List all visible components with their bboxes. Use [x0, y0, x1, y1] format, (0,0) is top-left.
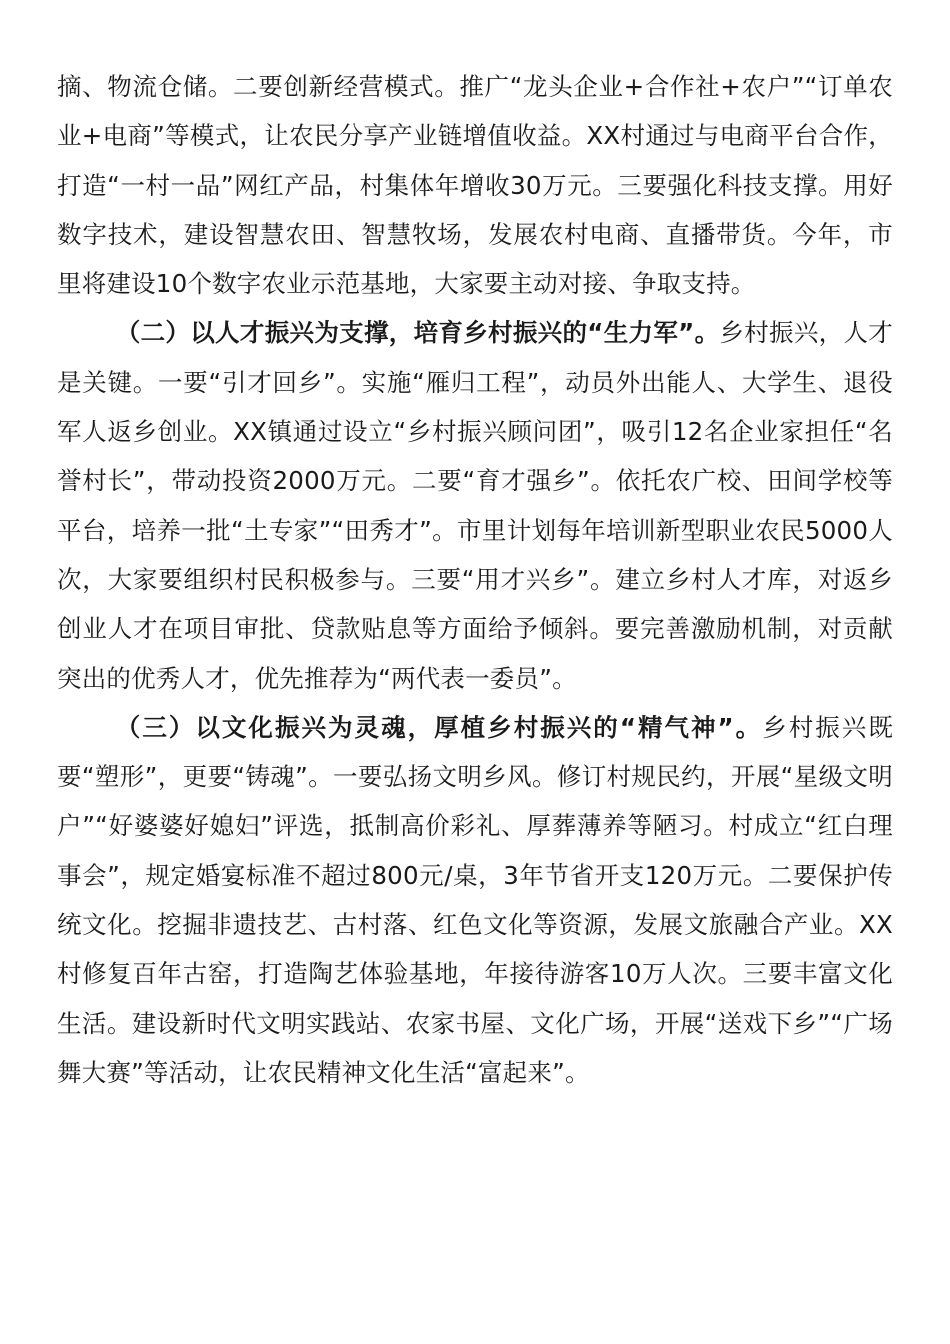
document-body: [57, 62, 893, 1097]
paragraph-culture: [57, 703, 893, 1097]
section-heading-talent: （二）以人才振兴为支撑，培育乡村振兴的“生力军”。: [115, 318, 720, 348]
paragraph-body: 摘、物流仓储。二要创新经营模式。推广“龙头企业+合作社+农户”“订单农业+电商”等模式，让农民分享产业链增值收益。XX村通过与电商平台合作，打造“一村一品”网红产品，村集体年增收30万元。三要强化科技支撑。用好数字技术，建设智慧农田、智慧牧场，发展农村电商、直播带货。今年，市里将建设10个数字农业示范基地，大家要主动对接、争取支持。: [57, 72, 893, 299]
section-heading-culture: （三）以文化振兴为灵魂，厚植乡村振兴的“精气神”。: [115, 712, 763, 742]
paragraph-industry-continued: [57, 62, 893, 308]
paragraph-talent: [57, 308, 893, 702]
paragraph-body: 乡村振兴，人才是关键。一要“引才回乡”。实施“雁归工程”，动员外出能人、大学生、退役军人返乡创业。XX镇通过设立“乡村振兴顾问团”，吸引12名企业家担任“名誉村长”，带动投资2000万元。二要“育才强乡”。依托农广校、田间学校等平台，培养一批“土专家”“田秀才”。市里计划每年培训新型职业农民5000人次，大家要组织村民积极参与。三要“用才兴乡”。建立乡村人才库，对返乡创业人才在项目审批、贷款贴息等方面给予倾斜。要完善激励机制，对贡献突出的优秀人才，优先推荐为“两代表一委员”。: [57, 318, 894, 693]
paragraph-body: 乡村振兴既要“塑形”，更要“铸魂”。一要弘扬文明乡风。修订村规民约，开展“星级文明户”“好婆婆好媳妇”评选，抵制高价彩礼、厚葬薄养等陋习。村成立“红白理事会”，规定婚宴标准不超过800元/桌，3年节省开支120万元。二要保护传统文化。挖掘非遗技艺、古村落、红色文化等资源，发展文旅融合产业。XX村修复百年古窑，打造陶艺体验基地，年接待游客10万人次。三要丰富文化生活。建设新时代文明实践站、农家书屋、文化广场，开展“送戏下乡”“广场舞大赛”等活动，让农民精神文化生活“富起来”。: [57, 712, 894, 1087]
